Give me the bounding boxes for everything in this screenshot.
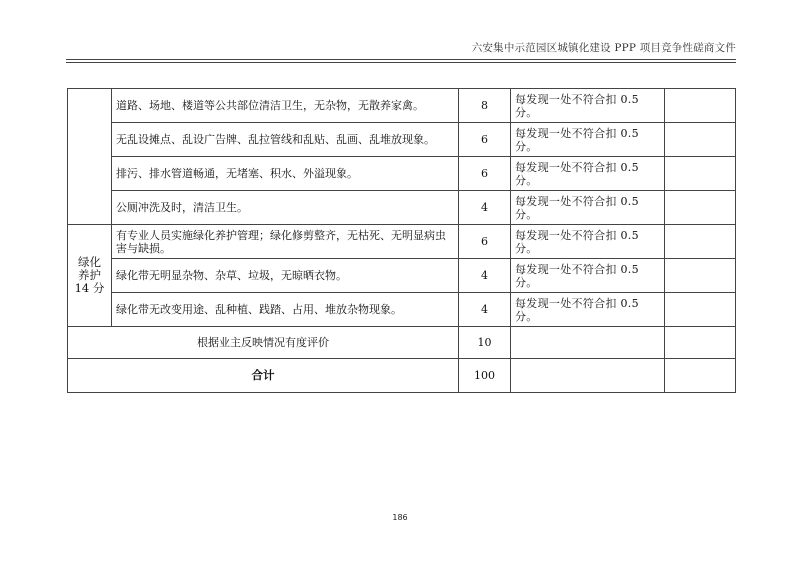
table-row — [68, 293, 736, 327]
criteria-description: 绿化带无改变用途、乱种植、践踏、占用、堆放杂物现象。 — [112, 293, 459, 327]
table-row — [68, 225, 736, 259]
table-row — [68, 123, 736, 157]
page-header: 六安集中示范园区城镇化建设 PPP 项目竞争性磋商文件 — [471, 42, 736, 54]
criteria-points: 4 — [459, 293, 511, 327]
criteria-points: 4 — [459, 191, 511, 225]
criteria-points: 8 — [459, 89, 511, 123]
deduction-rule: 每发现一处不符合扣 0.5 分。 — [511, 225, 665, 259]
criteria-description: 公厕冲洗及时，清洁卫生。 — [112, 191, 459, 225]
table-row — [68, 89, 736, 123]
total-label: 合计 — [68, 359, 459, 393]
criteria-points: 6 — [459, 157, 511, 191]
criteria-points: 4 — [459, 259, 511, 293]
total-rule-cell — [511, 359, 665, 393]
criteria-description: 排污、排水管道畅通，无堵塞、积水、外溢现象。 — [112, 157, 459, 191]
deduction-rule: 每发现一处不符合扣 0.5 分。 — [511, 123, 665, 157]
feedback-row — [68, 327, 736, 359]
page-number: 186 — [392, 513, 408, 522]
scoring-table — [67, 88, 736, 393]
table-row — [68, 157, 736, 191]
criteria-description: 无乱设摊点、乱设广告牌、乱拉管线和乱贴、乱画、乱堆放现象。 — [112, 123, 459, 157]
total-points: 100 — [459, 359, 511, 393]
remarks-cell — [665, 157, 736, 191]
criteria-points: 6 — [459, 123, 511, 157]
remarks-cell — [665, 191, 736, 225]
category-label-line: 绿化 — [78, 255, 101, 269]
deduction-rule: 每发现一处不符合扣 0.5 分。 — [511, 259, 665, 293]
criteria-points: 6 — [459, 225, 511, 259]
feedback-label: 根据业主反映情况有度评价 — [68, 327, 459, 359]
remarks-cell — [665, 259, 736, 293]
criteria-description: 道路、场地、楼道等公共部位清洁卫生，无杂物，无散养家禽。 — [112, 89, 459, 123]
remarks-cell — [665, 359, 736, 393]
remarks-cell — [665, 327, 736, 359]
category-cell-greening — [68, 225, 112, 327]
criteria-description: 有专业人员实施绿化养护管理；绿化修剪整齐，无枯死、无明显病虫害与缺损。 — [112, 225, 459, 259]
category-label-line: 养护 — [78, 268, 101, 282]
remarks-cell — [665, 123, 736, 157]
header-rule-top — [66, 59, 736, 60]
table-row — [68, 191, 736, 225]
table-row — [68, 259, 736, 293]
deduction-rule: 每发现一处不符合扣 0.5 分。 — [511, 157, 665, 191]
remarks-cell — [665, 293, 736, 327]
deduction-rule: 每发现一处不符合扣 0.5 分。 — [511, 293, 665, 327]
header-rule-bottom — [66, 62, 736, 63]
remarks-cell — [665, 89, 736, 123]
category-label-line: 14 分 — [74, 281, 105, 295]
category-cell-cleaning — [68, 89, 112, 225]
criteria-description: 绿化带无明显杂物、杂草、垃圾，无晾晒衣物。 — [112, 259, 459, 293]
feedback-points: 10 — [459, 327, 511, 359]
remarks-cell — [665, 225, 736, 259]
deduction-rule: 每发现一处不符合扣 0.5 分。 — [511, 89, 665, 123]
total-row — [68, 359, 736, 393]
deduction-rule: 每发现一处不符合扣 0.5 分。 — [511, 191, 665, 225]
feedback-rule-cell — [511, 327, 665, 359]
